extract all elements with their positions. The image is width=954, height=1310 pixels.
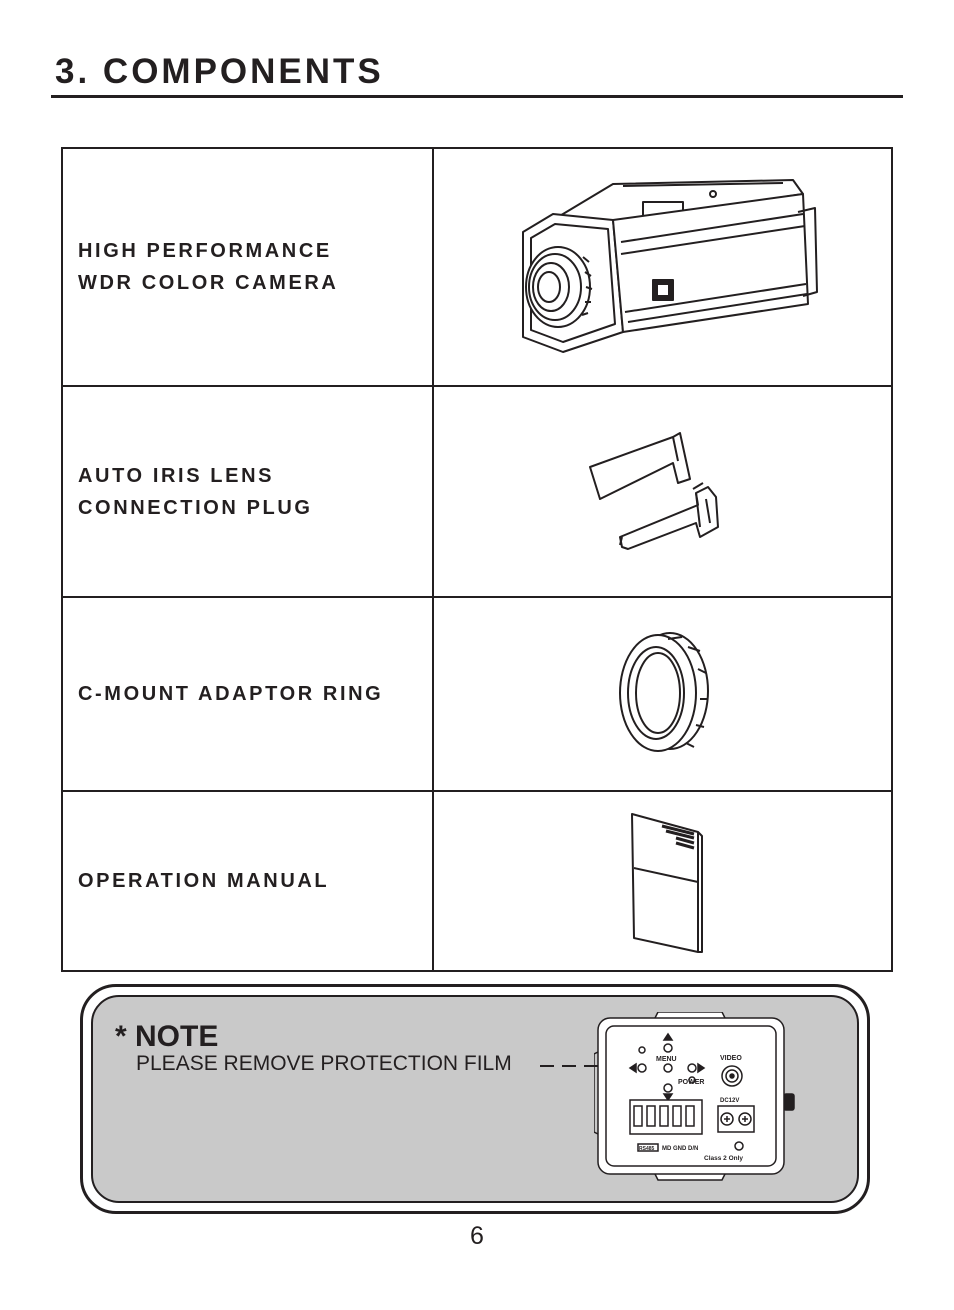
panel-video-label: VIDEO	[720, 1055, 742, 1062]
note-text: PLEASE REMOVE PROTECTION FILM	[136, 1052, 512, 1075]
panel-dc-label: DC12V	[720, 1098, 740, 1104]
page-heading: 3. COMPONENTS	[55, 52, 384, 91]
heading-rule	[51, 95, 903, 98]
label-line: OPERATION MANUAL	[78, 870, 330, 892]
camera-rear-panel	[594, 1012, 800, 1184]
page-number: 6	[470, 1222, 484, 1250]
adaptor-ring-icon	[608, 629, 718, 759]
label-line: WDR COLOR CAMERA	[78, 272, 339, 294]
manual-icon	[618, 806, 708, 956]
camera-icon	[503, 172, 823, 362]
component-image	[433, 148, 892, 386]
components-table	[61, 147, 893, 972]
component-image	[433, 386, 892, 597]
component-image	[433, 597, 892, 791]
panel-rs-label: RS485	[639, 1146, 655, 1152]
label-line: CONNECTION PLUG	[78, 496, 313, 519]
panel-menu-label: MENU	[656, 1056, 677, 1063]
connection-plug-icon	[578, 427, 748, 557]
component-label	[62, 791, 433, 971]
table-row	[62, 148, 892, 386]
panel-power-label: POWER	[678, 1079, 705, 1086]
note-title: * NOTE	[115, 1020, 219, 1053]
component-image	[433, 791, 892, 971]
panel-class-label: Class 2 Only	[704, 1155, 744, 1162]
table-row	[62, 791, 892, 971]
component-label	[62, 386, 433, 597]
label-line: HIGH PERFORMANCE	[78, 240, 332, 262]
component-label	[62, 148, 433, 386]
label-line: AUTO IRIS LENS	[78, 464, 275, 487]
table-row	[62, 386, 892, 597]
component-label	[62, 597, 433, 791]
label-line: C-MOUNT ADAPTOR RING	[78, 683, 384, 705]
panel-terminals-label: MD GND D/N	[662, 1146, 699, 1152]
table-row	[62, 597, 892, 791]
